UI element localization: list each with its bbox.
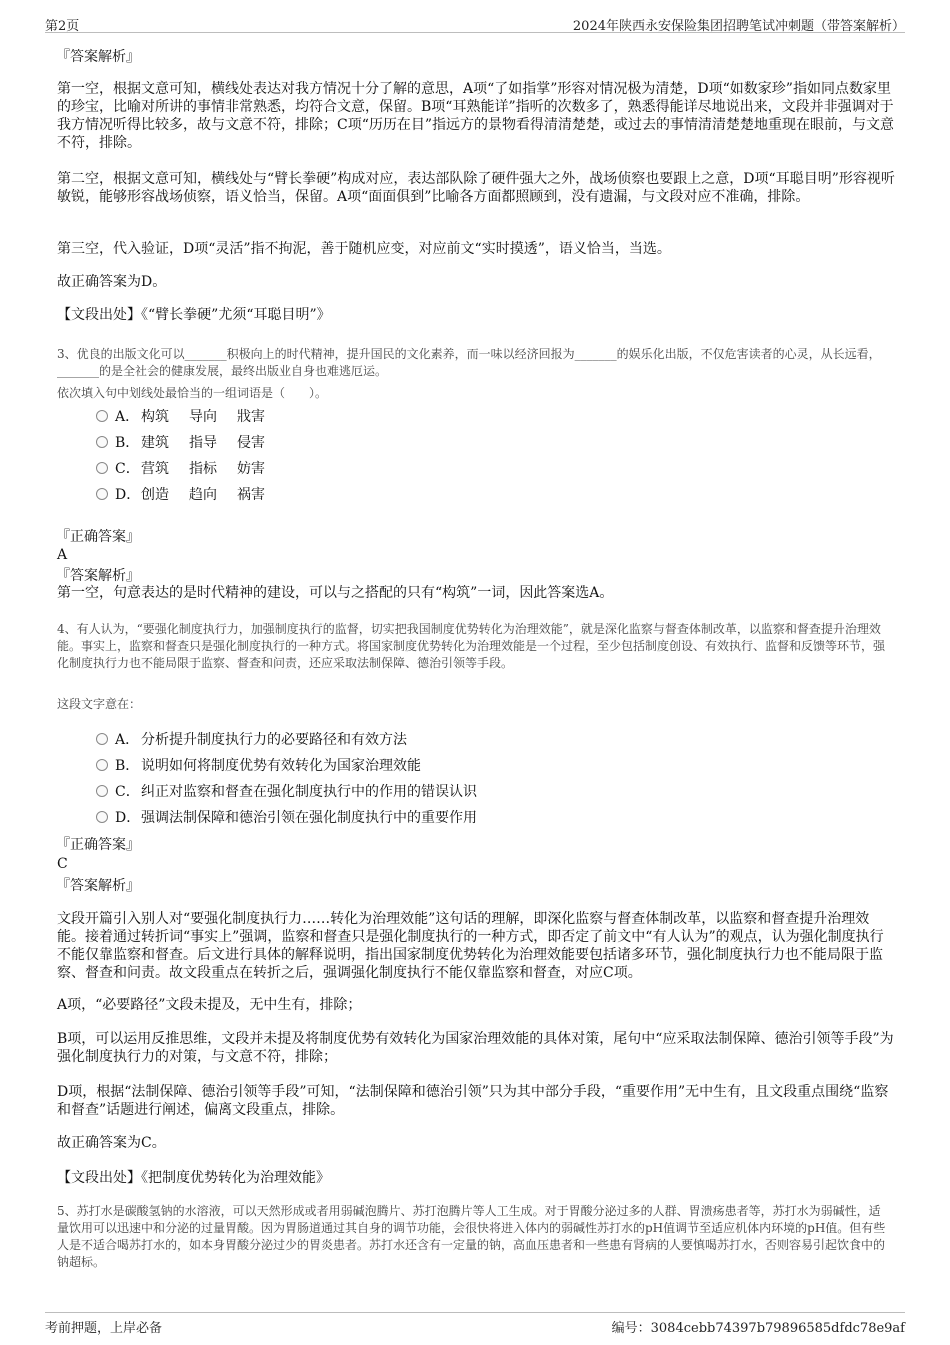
footer-slogan: 考前押题，上岸必备: [45, 1321, 163, 1336]
source-citation: 【文段出处】《“臂长拳硬”尤须“耳聪目明”》: [57, 307, 331, 323]
analysis-paragraph: 第二空，根据文意可知，横线处与“臂长拳硬”构成对应，表达部队除了硬件强大之外，战场侦察也要跟上之意，D项“耳聪目明”形容视听敏锐，能够形容战场侦察，语义恰当，保留。A项“面面俱到”比喻各方面都照顾到，没有遗漏，与文段对应不准确，排除。: [57, 171, 895, 205]
answer-label: 『正确答案』: [56, 837, 140, 853]
analysis-label: 『答案解析』: [56, 49, 140, 65]
option-a[interactable]: A． 分析提升制度执行力的必要路径和有效方法: [96, 731, 407, 749]
analysis-paragraph: 文段开篇引入别人对“要强化制度执行力……转化为治理效能”这句话的理解，即深化监察与督查体制改革，以监察和督查提升治理效能。接着通过转折词“事实上”强调，监察和督查只是强化制度执行的一种方式，即否定了前文中“有人认为”的观点，认为强化制度执行不能仅靠监察和督查。后文进行具体的解释说明，指出国家制度优势转化为治理效能要包括诸多环节，强化制度执行力也不能局限于监察、督查和问责。故文段重点在转折之后，强调强化制度执行不能仅靠监察和督查，对应C项。: [57, 911, 884, 981]
radio-button[interactable]: [96, 811, 108, 823]
analysis-paragraph: 故正确答案为D。: [57, 274, 167, 290]
option-c[interactable]: C．纠正对监察和督查在强化制度执行中的作用的错误认识: [96, 783, 477, 801]
option-a[interactable]: A． 构筑 导向 戕害: [96, 408, 265, 426]
source-citation: 【文段出处】《把制度优势转化为治理效能》: [57, 1170, 330, 1186]
radio-button[interactable]: [96, 436, 108, 448]
answer-value: C: [57, 856, 68, 872]
radio-button[interactable]: [96, 410, 108, 422]
question-prompt: 依次填入句中划线处最恰当的一组词语是（ ）。: [57, 386, 328, 400]
analysis-label: 『答案解析』: [56, 878, 140, 894]
analysis-paragraph: 第三空，代入验证，D项“灵活”指不拘泥，善于随机应变，对应前文“实时摸透”，语义恰当，当选。: [57, 241, 671, 257]
analysis-paragraph: 第一空，句意表达的是时代精神的建设，可以与之搭配的只有“构筑”一词，因此答案选A。: [57, 585, 614, 601]
analysis-paragraph: 第一空，根据文意可知，横线处表达对我方情况十分了解的意思，A项“了如指掌”形容对情况极为清楚，D项“如数家珍”指如同点数家里的珍宝，比喻对所讲的事情非常熟悉，均符合文意，保留。B项“耳熟能详”指听的次数多了，熟悉得能详尽地说出来，文段并非强调对于我方情况听得比较多，故与文意不符，排除；C项“历历在目”指远方的景物看得清清楚楚，或过去的事情清清楚楚地重现在眼前，与文意不符，排除。: [57, 81, 895, 151]
page-number: 第2页: [45, 19, 80, 34]
option-b[interactable]: B． 建筑 指导 侵害: [96, 434, 265, 452]
question-stem: 3、优良的出版文化可以_______积极向上的时代精神，提升国民的文化素养，而一味以经济回报为_______的娱乐化出版，不仅危害读者的心灵，从长远看，_______的是全社会的健康发展，最终出版业自身也难逃厄运。: [57, 347, 881, 378]
analysis-paragraph: 故正确答案为C。: [57, 1135, 166, 1151]
page-header: [45, 8, 905, 33]
radio-button[interactable]: [96, 488, 108, 500]
option-d[interactable]: D．创造 趋向 祸害: [96, 486, 265, 504]
question-stem: 4、有人认为，“要强化制度执行力，加强制度执行的监督，切实把我国制度优势转化为治理效能”，就是深化监察与督查体制改革，以监察和督查提升治理效能。事实上，监察和督查只是强化制度执行的一种方式。将国家制度优势转化为治理效能是一个过程，至少包括制度创设、有效执行、监督和反馈等环节，强化制度执行力也不能局限于监察、督查和问责，还应采取法制保障、德治引领等手段。: [57, 622, 886, 670]
radio-button[interactable]: [96, 785, 108, 797]
document-id: 编号：3084cebb74397b79896585dfdc78e9af: [611, 1321, 905, 1336]
question-stem: 5、苏打水是碳酸氢钠的水溶液，可以天然形成或者用弱碱泡腾片、苏打泡腾片等人工生成。对于胃酸分泌过多的人群、胃溃疡患者等，苏打水为弱碱性，适量饮用可以迅速中和分泌的过量胃酸。因为胃肠道通过其自身的调节功能，会很快将进入体内的弱碱性苏打水的pH值调节至适应机体内环境的pH值。但有些人是不适合喝苏打水的，如本身胃酸分泌过少的胃炎患者。苏打水还含有一定量的钠，高血压患者和一些患有肾病的人要慎喝苏打水，否则容易引起饮食中的钠超标。: [57, 1204, 886, 1269]
document-title: 2024年陕西永安保险集团招聘笔试冲刺题（带答案解析）: [572, 19, 905, 34]
option-c[interactable]: C．营筑 指标 妨害: [96, 460, 265, 478]
answer-value: A: [57, 547, 68, 563]
option-d[interactable]: D．强调法制保障和德治引领在强化制度执行中的重要作用: [96, 809, 477, 827]
option-b[interactable]: B． 说明如何将制度优势有效转化为国家治理效能: [96, 757, 421, 775]
radio-button[interactable]: [96, 759, 108, 771]
question-prompt: 这段文字意在：: [57, 697, 142, 711]
analysis-paragraph: A项，“必要路径”文段未提及，无中生有，排除；: [57, 997, 362, 1013]
answer-label: 『正确答案』: [56, 529, 140, 545]
radio-button[interactable]: [96, 733, 108, 745]
page-footer: [45, 1312, 905, 1337]
analysis-label: 『答案解析』: [56, 568, 140, 584]
radio-button[interactable]: [96, 462, 108, 474]
analysis-paragraph: D项，根据“法制保障、德治引领等手段”可知，“法制保障和德治引领”只为其中部分手段，“重要作用”无中生有，且文段重点围绕“监察和督查”话题进行阐述，偏离文段重点，排除。: [57, 1084, 889, 1118]
analysis-paragraph: B项，可以运用反推思维，文段并未提及将制度优势有效转化为国家治理效能的具体对策，尾句中“应采取法制保障、德治引领等手段”为强化制度执行力的对策，与文意不符，排除；: [57, 1031, 894, 1065]
